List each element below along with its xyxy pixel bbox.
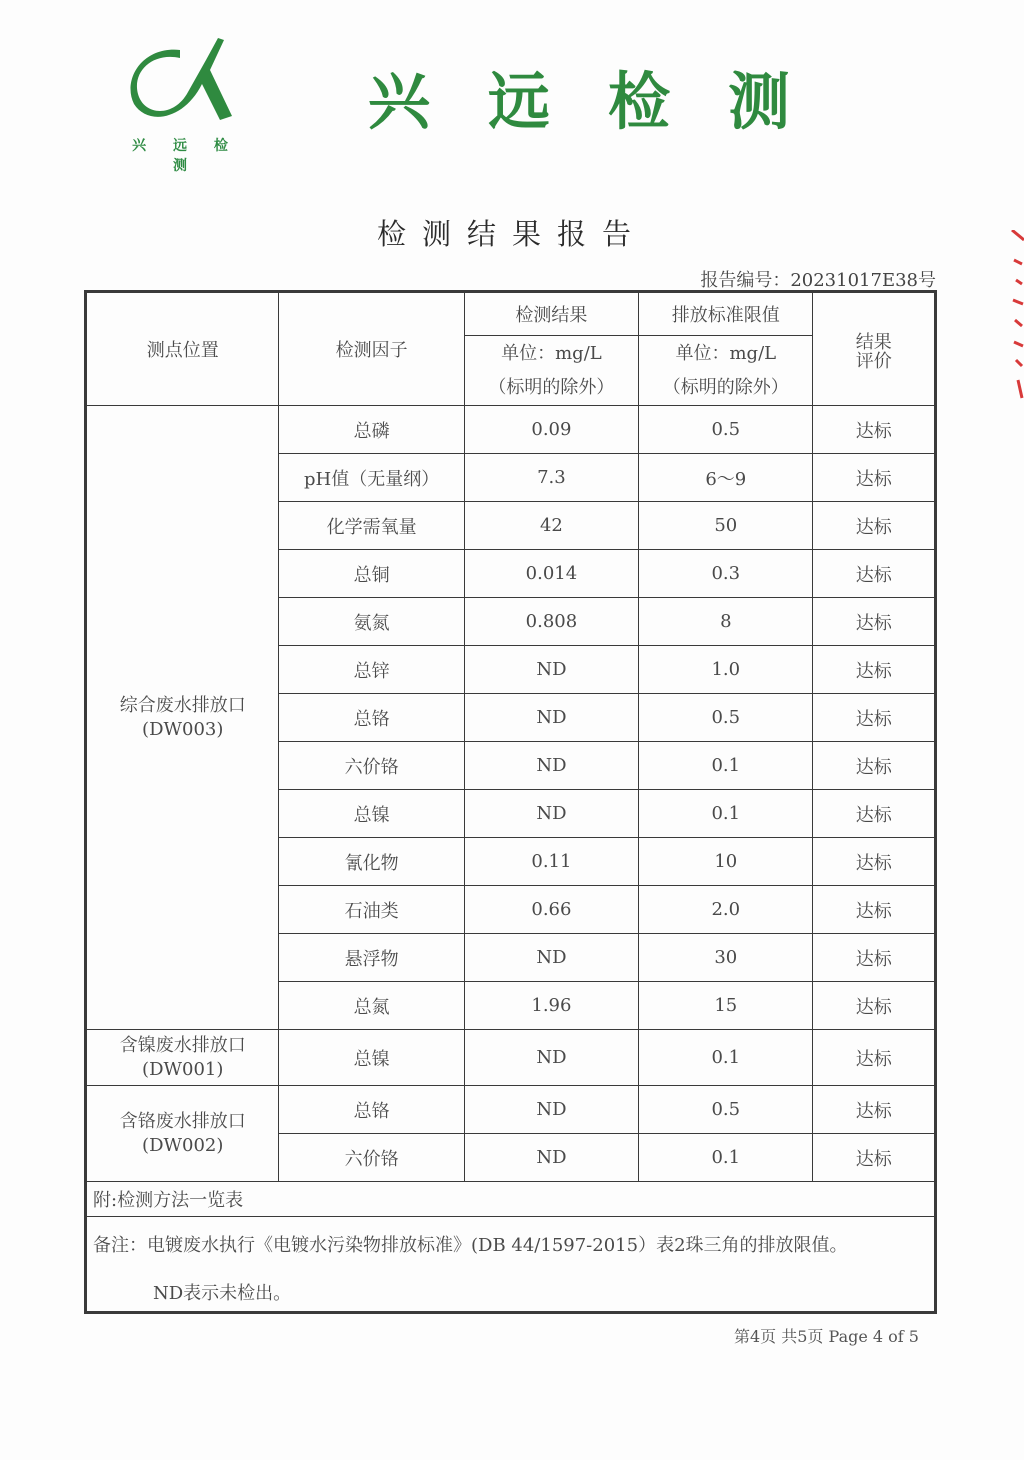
header-result: 检测结果 (464, 292, 638, 336)
evaluation-cell: 达标 (813, 982, 936, 1030)
report-number: 报告编号：20231017E38号 (700, 270, 936, 291)
limit-unit-note: （标明的除外） (662, 376, 789, 398)
limit-cell: 15 (639, 982, 813, 1030)
limit-cell: 50 (639, 502, 813, 550)
factor-cell: 总氮 (279, 982, 464, 1030)
location-name: 含镍废水排放口 (119, 1034, 246, 1056)
factor-cell: 总铬 (279, 694, 464, 742)
location-code: (DW002) (142, 1134, 224, 1156)
limit-cell: 1.0 (639, 646, 813, 694)
factor-cell: 悬浮物 (279, 934, 464, 982)
limit-cell: 6～9 (639, 454, 813, 502)
table-row (86, 406, 936, 454)
limit-unit-text: 单位：mg/L (675, 342, 777, 364)
factor-cell: 六价铬 (279, 742, 464, 790)
factor-cell: 总铜 (279, 550, 464, 598)
seal-edge-icon (1010, 230, 1024, 400)
evaluation-cell: 达标 (813, 1030, 936, 1086)
result-cell: 7.3 (464, 454, 638, 502)
factor-cell: 化学需氧量 (279, 502, 464, 550)
evaluation-cell: 达标 (813, 598, 936, 646)
evaluation-cell: 达标 (813, 838, 936, 886)
location-cell (86, 406, 279, 1030)
limit-cell: 0.5 (639, 406, 813, 454)
limit-cell: 0.5 (639, 694, 813, 742)
evaluation-cell: 达标 (813, 1086, 936, 1134)
remark-cell (86, 1217, 936, 1313)
result-cell: 0.66 (464, 886, 638, 934)
evaluation-cell: 达标 (813, 406, 936, 454)
brand-title: 兴远检测 (368, 65, 849, 138)
remark-line-1: 备注：电镀废水执行《电镀水污染物排放标准》(DB 44/1597-2015）表2珠三角的排放限值。 (93, 1235, 848, 1256)
evaluation-cell: 达标 (813, 454, 936, 502)
table-header-row (86, 292, 936, 336)
company-logo (128, 30, 243, 174)
result-cell: ND (464, 742, 638, 790)
limit-cell: 0.1 (639, 742, 813, 790)
result-cell: ND (464, 1134, 638, 1182)
factor-cell: 六价铬 (279, 1134, 464, 1182)
limit-cell: 0.1 (639, 790, 813, 838)
result-cell: 42 (464, 502, 638, 550)
limit-cell: 30 (639, 934, 813, 982)
factor-cell: 总镍 (279, 1030, 464, 1086)
evaluation-cell: 达标 (813, 646, 936, 694)
logo-caption: 兴 远 检 测 (132, 138, 239, 174)
result-cell: 0.11 (464, 838, 638, 886)
limit-cell: 10 (639, 838, 813, 886)
appendix-row (86, 1182, 936, 1217)
result-cell: 0.014 (464, 550, 638, 598)
evaluation-cell: 达标 (813, 694, 936, 742)
evaluation-cell: 达标 (813, 550, 936, 598)
evaluation-cell: 达标 (813, 934, 936, 982)
factor-cell: 总铬 (279, 1086, 464, 1134)
limit-cell: 0.1 (639, 1134, 813, 1182)
table-row (86, 1086, 936, 1134)
remark-line-2: ND表示未检出。 (153, 1283, 292, 1304)
evaluation-cell: 达标 (813, 886, 936, 934)
result-cell: ND (464, 934, 638, 982)
factor-cell: 石油类 (279, 886, 464, 934)
limit-unit (639, 336, 813, 406)
limit-cell: 0.5 (639, 1086, 813, 1134)
result-cell: ND (464, 694, 638, 742)
limit-cell: 0.1 (639, 1030, 813, 1086)
factor-cell: 氨氮 (279, 598, 464, 646)
factor-cell: pH值（无量纲） (279, 454, 464, 502)
alpha-logo-icon (128, 30, 243, 135)
factor-cell: 总锌 (279, 646, 464, 694)
limit-cell: 8 (639, 598, 813, 646)
location-name: 综合废水排放口 (119, 694, 246, 716)
limit-cell: 2.0 (639, 886, 813, 934)
evaluation-cell: 达标 (813, 742, 936, 790)
result-cell: ND (464, 790, 638, 838)
result-cell: 0.808 (464, 598, 638, 646)
result-cell: 0.09 (464, 406, 638, 454)
location-code: (DW003) (142, 718, 224, 740)
result-cell: 1.96 (464, 982, 638, 1030)
result-cell: ND (464, 646, 638, 694)
result-cell: ND (464, 1030, 638, 1086)
location-name: 含铬废水排放口 (119, 1110, 246, 1132)
header-location: 测点位置 (86, 292, 279, 406)
result-unit-text: 单位：mg/L (501, 342, 602, 364)
evaluation-cell: 达标 (813, 502, 936, 550)
evaluation-cell: 达标 (813, 1134, 936, 1182)
table-row (86, 1030, 936, 1086)
location-cell (86, 1030, 279, 1086)
header-evaluation-line1: 结果 (855, 332, 892, 353)
header-factor: 检测因子 (279, 292, 464, 406)
result-unit-note: （标明的除外） (488, 376, 615, 398)
result-cell: ND (464, 1086, 638, 1134)
header-evaluation (813, 292, 936, 406)
location-cell (86, 1086, 279, 1182)
factor-cell: 氰化物 (279, 838, 464, 886)
results-table (84, 290, 937, 1314)
remark-row (86, 1217, 936, 1313)
header-evaluation-line2: 评价 (855, 351, 892, 372)
location-code: (DW001) (142, 1058, 224, 1080)
header-limit: 排放标准限值 (639, 292, 813, 336)
report-title: 检测结果报告 (376, 217, 647, 251)
factor-cell: 总磷 (279, 406, 464, 454)
page-footer: 第4页 共5页 Page 4 of 5 (733, 1327, 919, 1346)
appendix-text: 附:检测方法一览表 (86, 1182, 936, 1217)
evaluation-cell: 达标 (813, 790, 936, 838)
result-unit (464, 336, 638, 406)
limit-cell: 0.3 (639, 550, 813, 598)
factor-cell: 总镍 (279, 790, 464, 838)
